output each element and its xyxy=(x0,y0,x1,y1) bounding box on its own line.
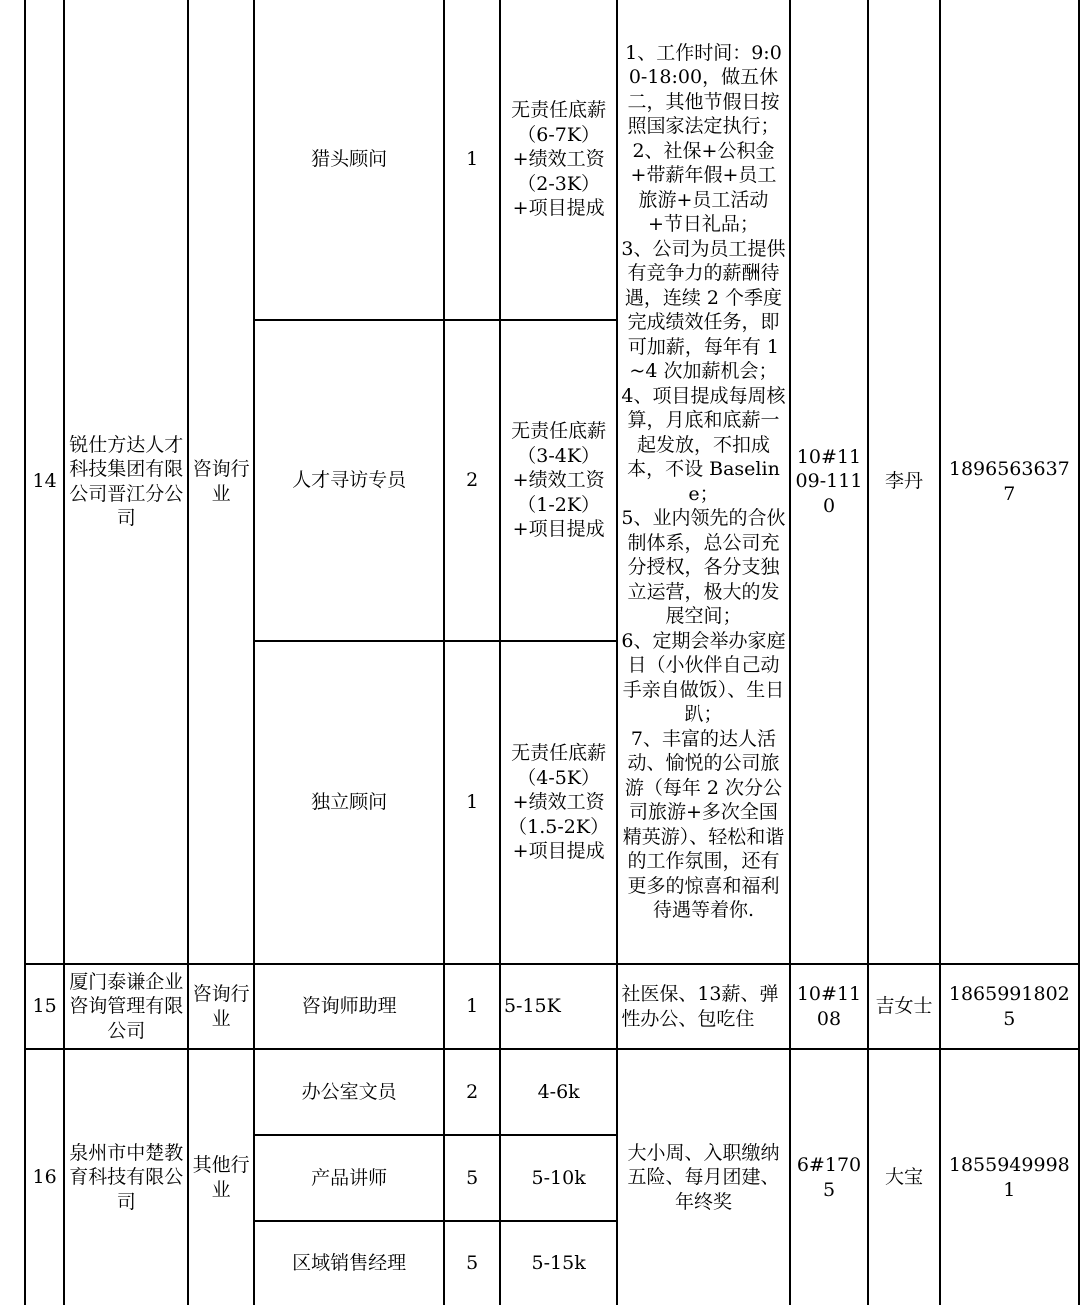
position-title: 独立顾问 xyxy=(254,641,445,964)
position-title: 产品讲师 xyxy=(254,1135,445,1221)
benefit-item: 4、项目提成每周核算，月底和底薪一起发放，不扣成本，不设 Baseline； xyxy=(621,384,786,505)
position-title: 办公室文员 xyxy=(254,1049,445,1135)
position-title: 猎头顾问 xyxy=(254,0,445,320)
contact-person: 李丹 xyxy=(868,0,939,964)
booth-number: 10#1109-1110 xyxy=(790,0,869,964)
position-salary: 5-10k xyxy=(500,1135,617,1221)
position-salary: 无责任底薪（3-4K）+绩效工资（1-2K）+项目提成 xyxy=(500,320,617,641)
position-count: 5 xyxy=(444,1221,500,1305)
position-salary: 无责任底薪（6-7K）+绩效工资（2-3K）+项目提成 xyxy=(500,0,617,320)
position-title: 区域销售经理 xyxy=(254,1221,445,1305)
row-number: 16 xyxy=(25,1049,64,1305)
job-listing-table-wrapper xyxy=(24,0,1080,1305)
industry: 咨询行业 xyxy=(188,0,253,964)
contact-person: 大宝 xyxy=(868,1049,939,1305)
industry: 其他行业 xyxy=(188,1049,253,1305)
benefit-item: 3、公司为员工提供有竞争力的薪酬待遇，连续 2 个季度完成绩效任务，即可加薪，每年有 1~4 次加薪机会； xyxy=(621,237,786,382)
contact-phone: 18965636377 xyxy=(940,0,1079,964)
position-count: 2 xyxy=(444,320,500,641)
position-salary: 5-15K xyxy=(500,964,617,1049)
position-salary: 5-15k xyxy=(500,1221,617,1305)
position-title: 人才寻访专员 xyxy=(254,320,445,641)
table-row xyxy=(25,964,1079,1049)
benefits-cell: 大小周、入职缴纳五险、每月团建、年终奖 xyxy=(617,1049,789,1305)
benefit-item: 1、工作时间：9:00-18:00，做五休二，其他节假日按照国家法定执行； xyxy=(625,41,782,137)
industry: 咨询行业 xyxy=(188,964,253,1049)
booth-number: 6#1705 xyxy=(790,1049,869,1305)
position-count: 2 xyxy=(444,1049,500,1135)
row-number: 15 xyxy=(25,964,64,1049)
position-count: 1 xyxy=(444,641,500,964)
position-count: 5 xyxy=(444,1135,500,1221)
position-salary: 无责任底薪（4-5K）+绩效工资（1.5-2K）+项目提成 xyxy=(500,641,617,964)
position-count: 1 xyxy=(444,964,500,1049)
company-name: 泉州市中楚教育科技有限公司 xyxy=(64,1049,188,1305)
benefit-item: 5、业内领先的合伙制体系，总公司充分授权，各分支独立运营，极大的发展空间； xyxy=(621,507,786,627)
position-salary: 4-6k xyxy=(500,1049,617,1135)
booth-number: 10#1108 xyxy=(790,964,869,1049)
position-title: 咨询师助理 xyxy=(254,964,445,1049)
benefit-item: 6、定期会举办家庭日（小伙伴自己动手亲自做饭）、生日趴； xyxy=(621,629,786,725)
contact-phone: 18659918025 xyxy=(940,964,1079,1049)
benefit-item: 7、丰富的达人活动、愉悦的公司旅游（每年 2 次分公司旅游+多次全国精英游）、轻松和谐的工作氛围，还有更多的惊喜和福利待遇等着你. xyxy=(622,727,785,921)
company-name: 锐仕方达人才科技集团有限公司晋江分公司 xyxy=(64,0,188,964)
benefits-cell xyxy=(617,0,789,964)
benefit-item: 2、社保+公积金+带薪年假+员工旅游+员工活动+节日礼品； xyxy=(630,139,777,235)
contact-phone: 18559499981 xyxy=(940,1049,1079,1305)
position-count: 1 xyxy=(444,0,500,320)
company-name: 厦门泰谦企业咨询管理有限公司 xyxy=(64,964,188,1049)
table-row xyxy=(25,1049,1079,1135)
table-row xyxy=(25,0,1079,320)
contact-person: 吉女士 xyxy=(868,964,939,1049)
job-listing-table xyxy=(24,0,1080,1305)
row-number: 14 xyxy=(25,0,64,964)
benefits-cell: 社医保、13薪、弹性办公、包吃住 xyxy=(617,964,789,1049)
